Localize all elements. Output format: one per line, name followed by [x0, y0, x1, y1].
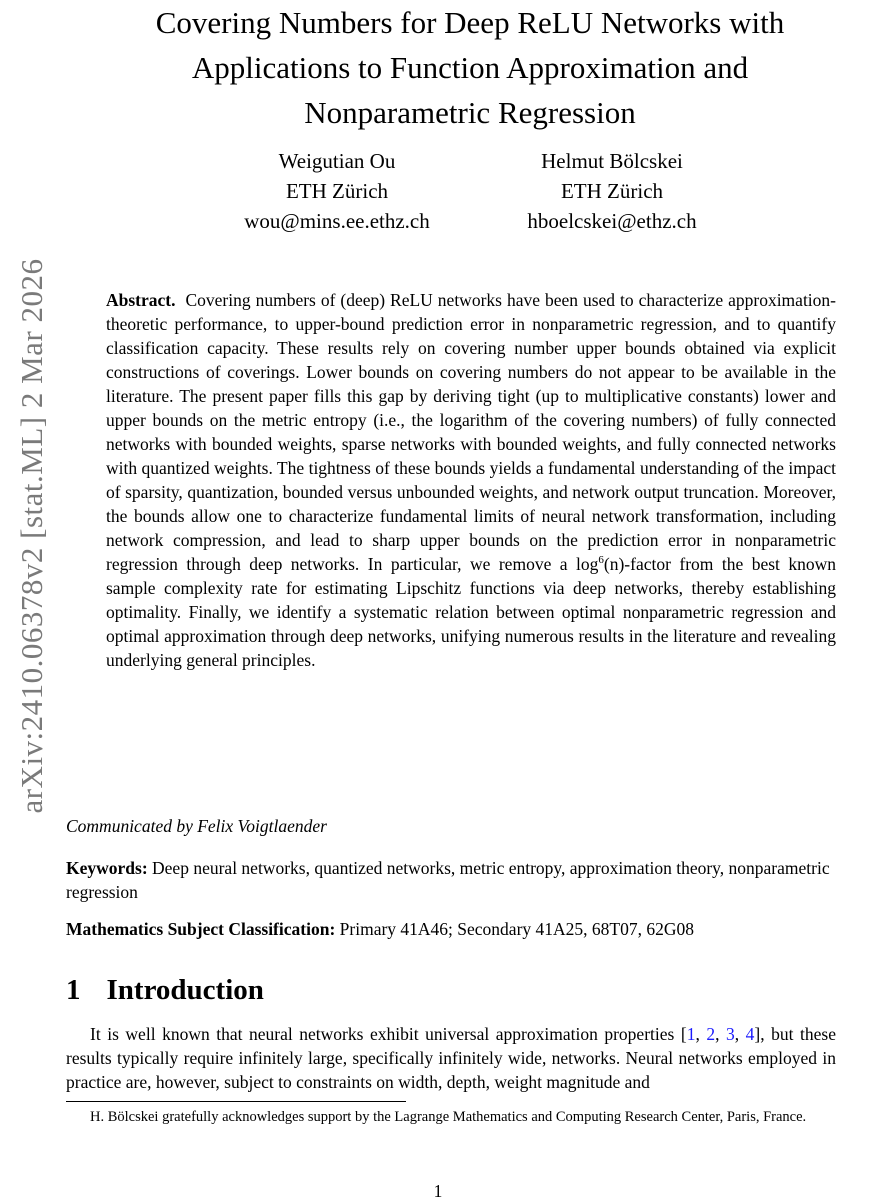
abstract-text-part2: (n)-factor from the best known sample complexity rate for estimating Lipschitz functions via deep networks, thereby establishing optimality. Finally, we identify a systematic relation between optimal nonparametric regression and optimal approximation through deep networks, unifying numerous results in the literature and revealing underlying general principles.	[106, 554, 836, 670]
abstract-label: Abstract.	[106, 290, 176, 310]
paper-title	[90, 0, 850, 135]
citation-link-1[interactable]: 1	[686, 1024, 696, 1044]
arxiv-identifier-stamp: arXiv:2410.06378v2 [stat.ML] 2 Mar 2026	[14, 258, 49, 814]
log-exponent: 6	[598, 554, 604, 567]
msc-label: Mathematics Subject Classification:	[66, 919, 336, 939]
intro-text-part1: It is well known that neural networks exhibit universal approximation properties [	[90, 1024, 687, 1044]
abstract	[106, 288, 836, 672]
page-number: 1	[433, 1181, 443, 1201]
keywords-label: Keywords:	[66, 858, 148, 878]
title-line-3: Nonparametric Regression	[304, 95, 636, 130]
author-email: wou@mins.ee.ethz.ch	[244, 209, 430, 233]
author-block-2	[487, 146, 737, 236]
title-line-1: Covering Numbers for Deep ReLU Networks with	[155, 5, 785, 40]
citation-link-2[interactable]: 2	[706, 1024, 716, 1044]
section-heading-introduction	[66, 974, 264, 1007]
msc-text: Primary 41A46; Secondary 41A25, 68T07, 62G08	[339, 919, 694, 939]
author-name: Weigutian Ou	[278, 149, 396, 173]
author-block-1	[212, 146, 462, 236]
communicated-by: Communicated by Felix Voigtlaender	[66, 816, 327, 836]
keywords	[66, 856, 836, 904]
footnote: H. Bölcskei gratefully acknowledges support by the Lagrange Mathematics and Computing Research Center, Paris, France.	[90, 1109, 807, 1125]
footnote-divider	[66, 1101, 406, 1102]
subject-classification	[66, 919, 694, 940]
introduction-paragraph	[66, 1022, 836, 1094]
section-title: Introduction	[106, 974, 264, 1006]
abstract-text-part1: Covering numbers of (deep) ReLU networks have been used to characterize approximation-theoretic performance, to upper-bound prediction error in nonparametric regression, and to quantify classification capacity. These results rely on covering number upper bounds obtained via explicit constructions of coverings. Lower bounds on covering numbers do not appear to be available in the literature. The present paper fills this gap by deriving tight (up to multiplicative constants) lower and upper bounds on the metric entropy (i.e., the logarithm of the covering numbers) of fully connected networks with bounded weights, sparse networks with bounded weights, and fully connected networks with quantized weights. The tightness of these bounds yields a fundamental understanding of the impact of sparsity, quantization, bounded versus unbounded weights, and network output truncation. Moreover, the bounds allow one to characterize fundamental limits of neural network transformation, including network compression, and lead to sharp upper bounds on the prediction error in nonparametric regression through deep networks. In particular, we remove a log	[106, 290, 836, 574]
section-number: 1	[66, 974, 81, 1006]
citation-separator: ,	[695, 1024, 707, 1044]
author-email: hboelcskei@ethz.ch	[527, 209, 697, 233]
citation-link-4[interactable]: 4	[745, 1024, 755, 1044]
keywords-text: Deep neural networks, quantized networks, metric entropy, approximation theory, nonparametric regression	[66, 858, 830, 902]
author-name: Helmut Bölcskei	[541, 149, 683, 173]
author-affiliation: ETH Zürich	[560, 179, 664, 203]
author-affiliation: ETH Zürich	[285, 179, 389, 203]
citation-separator: ,	[715, 1024, 726, 1044]
title-line-2: Applications to Function Approximation and	[191, 50, 749, 85]
intro-text-part2: ], but these results typically require infinitely large, specifically infinitely wide, networks. Neural networks employed in practice are, however, subject to constraints on width, depth, weight magnitude and	[66, 1024, 836, 1092]
citation-link-3[interactable]: 3	[726, 1024, 735, 1044]
citation-separator: ,	[734, 1024, 746, 1044]
